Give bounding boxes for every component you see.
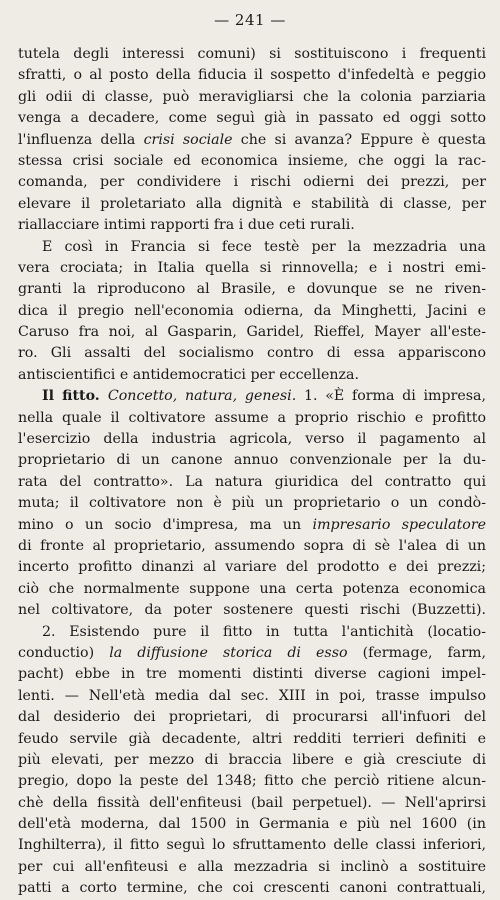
text-segment: Inghilterra), il fitto seguì lo sfruttamento delle classi inferiori, [18, 837, 486, 854]
text-line [18, 151, 486, 172]
text-segment: tutela degli interessi comuni) si sostituiscono i frequenti [18, 46, 486, 62]
text-line [18, 600, 486, 621]
text-segment: dell'età moderna, dal 1500 in Germania e più nel 1600 (in [18, 816, 486, 833]
text-line [18, 322, 486, 343]
text-line [18, 279, 486, 300]
text-line [18, 108, 486, 129]
text-line [18, 258, 486, 279]
text-line [18, 343, 486, 364]
text-segment: (fermage, farm, [347, 644, 487, 661]
text-segment: antiscientifici e antidemocratici per eccellenza. [18, 366, 359, 383]
text-segment: feudo servile già decadente, altri redditi terrieri definiti e [18, 730, 486, 747]
text-segment: elevare il proletariato alla dignità e stabilità di classe, per [18, 195, 486, 212]
text-line [18, 835, 486, 856]
text-line [18, 429, 486, 450]
text-line [18, 857, 486, 878]
text-segment: ciò che normalmente suppone una certa potenza economica [18, 580, 486, 597]
text-segment: lenti. — Nell'età media dal sec. XIII in poi, trasse impulso [18, 687, 486, 704]
text-segment: comanda, per condividere i rischi odierni dei prezzi, per [18, 174, 486, 191]
text-line [18, 493, 486, 514]
text-line [18, 386, 486, 407]
text-line [18, 793, 486, 814]
text-segment: dica il pregio nell'economia odierna, da Minghetti, Jacini e [18, 302, 486, 319]
text-segment: muta; il coltivatore non è più un proprietario o un condò- [18, 495, 486, 512]
page-number: — 241 — [214, 11, 286, 29]
text-segment: nella quale il coltivatore assume a proprio rischio e profitto [18, 409, 486, 426]
text-line [18, 579, 486, 600]
text-line [18, 622, 486, 643]
text-line [18, 408, 486, 429]
text-line [18, 536, 486, 557]
text-segment: stessa crisi sociale ed economica insieme, che oggi la rac- [18, 152, 486, 169]
text-line [18, 557, 486, 578]
text-segment: vera crociata; in Italia quella si rinnovella; e i nostri emi- [18, 259, 486, 276]
text-segment: nel coltivatore, da poter sostenere questi rischi (Buzzetti). [18, 602, 486, 619]
text-line [18, 215, 486, 236]
text-segment: l'esercizio della industria agricola, verso il pagamento al [18, 431, 486, 448]
text-line [18, 172, 486, 193]
text-line [18, 472, 486, 493]
text-segment: l'influenza della [18, 131, 144, 148]
text-line [18, 643, 486, 664]
text-segment: sfratti, o al posto della fiducia il sospetto d'infedeltà e peggio [18, 67, 486, 84]
text-segment: chè della fissità dell'enfiteusi (bail perpetuel). — Nell'aprirsi [18, 794, 486, 811]
bold-text-segment: Il fitto. [42, 388, 108, 405]
text-line [18, 686, 486, 707]
text-line [18, 750, 486, 771]
text-line [18, 87, 486, 108]
text-segment: venga a decadere, come seguì già in passato ed oggi sotto [18, 110, 486, 127]
text-line [18, 65, 486, 86]
text-line [18, 194, 486, 215]
text-line [18, 814, 486, 835]
text-segment: incerto profitto dinanzi al variare del prodotto e dei prezzi; [18, 559, 486, 576]
text-line [18, 664, 486, 685]
text-line [18, 878, 486, 899]
text-segment: patti a corto termine, che coi crescenti canoni contrattuali, [18, 880, 486, 897]
text-line [18, 707, 486, 728]
text-line [18, 237, 486, 258]
text-segment: 1. «È forma di impresa, [296, 388, 487, 405]
text-segment: conductio) [18, 644, 110, 661]
text-segment: riallacciare intimi rapporti fra i due ceti rurali. [18, 217, 355, 234]
italic-text-segment: Concetto, natura, genesi. [107, 388, 297, 405]
text-segment: di fronte al proprietario, assumendo sopra di sè l'alea di un [18, 537, 486, 554]
text-segment: E così in Francia si fece testè per la mezzadria una [42, 238, 486, 255]
text-line [18, 301, 486, 322]
text-line [18, 515, 486, 536]
text-segment: dal desiderio dei proprietari, di procurarsi all'infuori del [18, 709, 486, 726]
italic-text-segment: impresario speculatore [312, 516, 487, 533]
body-text [18, 44, 486, 900]
italic-text-segment: crisi sociale [143, 131, 233, 148]
text-segment: più elevati, per mezzo di braccia libere e già cresciute di [18, 751, 486, 768]
text-segment: per cui all'enfiteusi e alla mezzadria si inclinò a sostituire [18, 858, 486, 875]
text-line [18, 130, 486, 151]
text-line [18, 44, 486, 65]
text-segment: gli odii di classe, può meravigliarsi che la colonia parziaria [18, 88, 486, 105]
text-segment: che si avanza? Eppure è questa [232, 131, 486, 148]
italic-text-segment: la diffusione storica di esso [109, 644, 348, 661]
text-segment: mino o un socio d'impresa, ma un [18, 516, 313, 533]
text-line [18, 729, 486, 750]
text-line [18, 771, 486, 792]
text-segment: pacht) ebbe in tre momenti distinti diverse cagioni impel- [18, 666, 486, 683]
text-line [18, 450, 486, 471]
text-segment: Caruso fra noi, al Gasparin, Garidel, Rieffel, Mayer all'este- [18, 324, 486, 341]
text-segment: pregio, dopo la peste del 1348; fitto che perciò ritiene alcun- [18, 773, 486, 790]
text-line [18, 365, 486, 386]
text-segment: rata del contratto». La natura giuridica del contratto qui [18, 473, 486, 490]
text-segment: proprietario di un canone annuo convenzionale per la du- [18, 452, 486, 469]
text-segment: 2. Esistendo pure il fitto in tutta l'antichità (locatio- [42, 623, 486, 640]
text-segment: granti la riproducono al Brasile, e dovunque se ne riven- [18, 281, 486, 298]
text-segment: ro. Gli assalti del socialismo contro di essa appariscono [18, 345, 486, 362]
